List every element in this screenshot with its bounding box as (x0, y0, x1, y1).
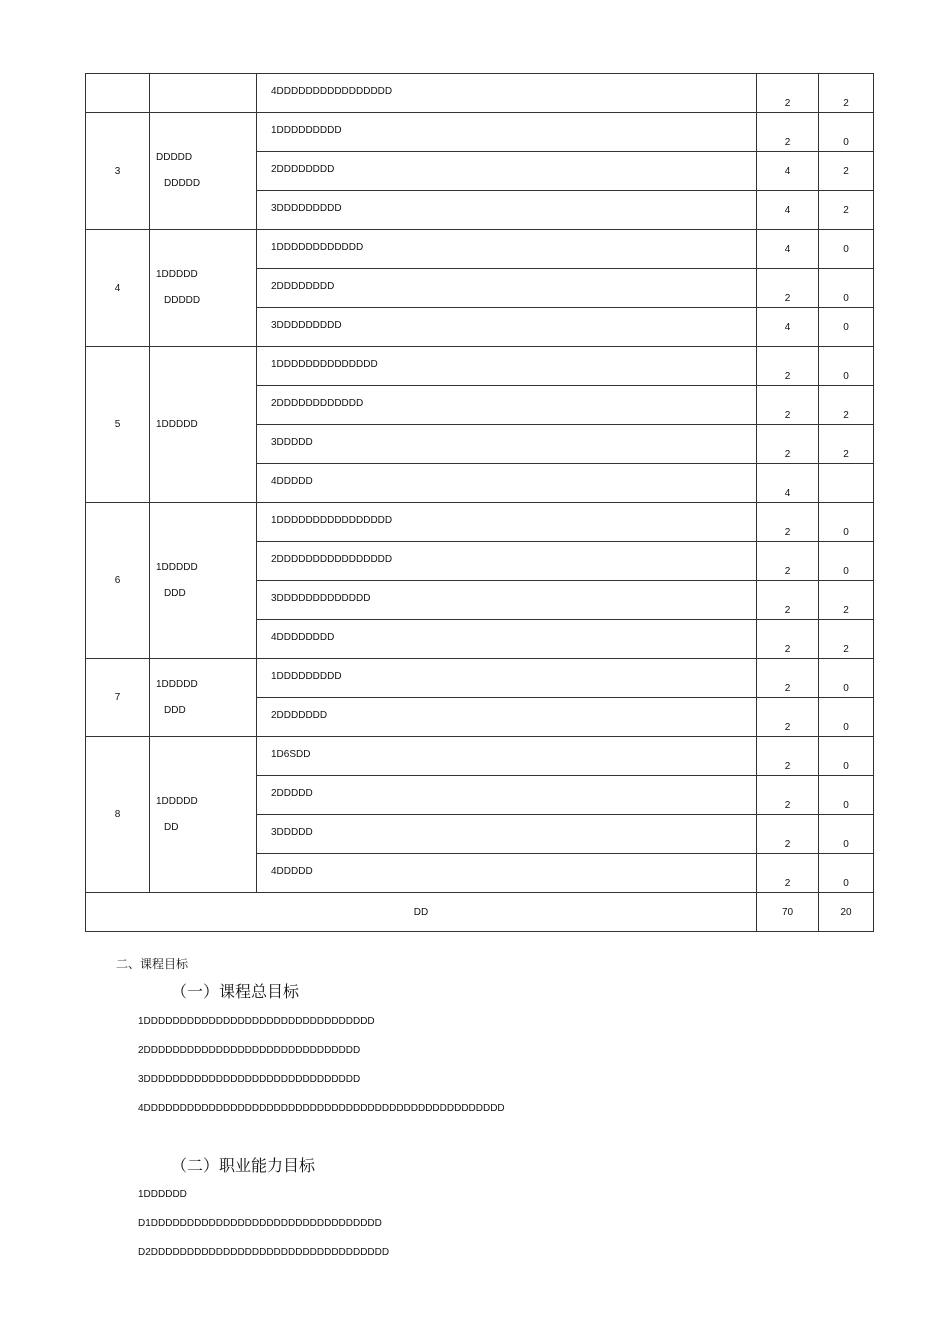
unit-title-line: DDDDD (164, 295, 201, 306)
unit-title-line: DDDDD (156, 152, 193, 163)
hours-cell: 0 (819, 737, 874, 776)
subsection-title-ability: （二）职业能力目标 (171, 1158, 316, 1175)
hours-cell: 2 (757, 503, 819, 542)
hours-cell: 2 (757, 620, 819, 659)
hours-cell: 0 (819, 113, 874, 152)
hours-cell: 0 (819, 269, 874, 308)
hours-cell: 2 (819, 425, 874, 464)
hours-cell: 2 (757, 347, 819, 386)
hours-cell: 2 (757, 581, 819, 620)
hours-cell: 4 (757, 308, 819, 347)
hours-cell: 0 (819, 542, 874, 581)
hours-cell (819, 464, 874, 503)
topic-cell: 2DDDDD (257, 776, 757, 815)
topic-cell: 4DDDDD (257, 854, 757, 893)
total-hours: 20 (819, 893, 874, 932)
topic-cell: 2DDDDDDDDDDDD (257, 386, 757, 425)
topic-cell: 2DDDDDDDDDDDDDDDD (257, 542, 757, 581)
unit-number: 8 (86, 737, 150, 893)
ability-line: D2DDDDDDDDDDDDDDDDDDDDDDDDDDDDDDDDD (138, 1247, 390, 1258)
hours-cell: 2 (757, 815, 819, 854)
unit-title-lines (150, 555, 256, 607)
topic-cell: 1DDDDDDDDD (257, 113, 757, 152)
topic-cell: 1DDDDDDDDDDDDDD (257, 347, 757, 386)
hours-cell: 2 (757, 698, 819, 737)
hours-cell: 2 (819, 74, 874, 113)
unit-title-line: DDDDD (164, 178, 201, 189)
unit-title-line: DDD (164, 704, 186, 716)
unit-title-line: 1DDDDD (156, 561, 198, 573)
unit-number (86, 74, 150, 113)
hours-cell: 2 (819, 152, 874, 191)
topic-cell: 1DDDDDDDDD (257, 659, 757, 698)
hours-cell: 0 (819, 776, 874, 815)
hours-cell: 0 (819, 659, 874, 698)
unit-title-line: 1DDDDD (156, 795, 198, 807)
hours-cell: 2 (819, 191, 874, 230)
hours-cell: 0 (819, 308, 874, 347)
hours-cell: 2 (757, 269, 819, 308)
unit-title (150, 347, 257, 503)
unit-title-lines (150, 789, 256, 841)
unit-title-lines (150, 262, 256, 314)
unit-title-line: 1DDDDD (156, 678, 198, 690)
unit-title-lines (150, 145, 256, 197)
hours-cell: 2 (757, 542, 819, 581)
topic-cell: 1DDDDDDDDDDDDDDDD (257, 503, 757, 542)
unit-number: 6 (86, 503, 150, 659)
syllabus-table (85, 73, 874, 932)
unit-title (150, 74, 257, 113)
topic-cell: 3DDDDDDDDD (257, 308, 757, 347)
table-row (86, 347, 874, 386)
ability-line: 1DDDDDD (138, 1189, 187, 1200)
hours-cell: 4 (757, 152, 819, 191)
unit-title-line: DD (164, 821, 179, 833)
unit-title (150, 503, 257, 659)
table-row (86, 113, 874, 152)
table-body (86, 74, 874, 932)
hours-cell: 2 (757, 386, 819, 425)
hours-cell: 2 (757, 113, 819, 152)
unit-number: 7 (86, 659, 150, 737)
hours-cell: 4 (757, 191, 819, 230)
topic-cell: 4DDDDDDDD (257, 620, 757, 659)
unit-title (150, 113, 257, 230)
hours-cell: 0 (819, 815, 874, 854)
total-label: DD (86, 893, 757, 932)
unit-title-line: 1DDDDD (156, 269, 198, 280)
hours-cell: 2 (819, 386, 874, 425)
hours-cell: 4 (757, 230, 819, 269)
unit-title (150, 659, 257, 737)
topic-cell: 2DDDDDDDD (257, 152, 757, 191)
goal-line: 4DDDDDDDDDDDDDDDDDDDDDDDDDDDDDDDDDDDDDDDDDDDDDDDDDD (138, 1103, 505, 1114)
unit-number: 3 (86, 113, 150, 230)
unit-title (150, 737, 257, 893)
ability-line: D1DDDDDDDDDDDDDDDDDDDDDDDDDDDDDDDD (138, 1218, 382, 1229)
table-row (86, 737, 874, 776)
hours-cell: 0 (819, 503, 874, 542)
topic-cell: 1DDDDDDDDDDDD (257, 230, 757, 269)
hours-cell: 0 (819, 347, 874, 386)
hours-cell: 2 (757, 425, 819, 464)
unit-number: 4 (86, 230, 150, 347)
subsection-title-overall: （一）课程总目标 (171, 984, 300, 1001)
hours-cell: 2 (757, 737, 819, 776)
topic-cell: 4DDDDD (257, 464, 757, 503)
total-hours: 70 (757, 893, 819, 932)
unit-title-line: 1DDDDD (156, 418, 198, 430)
unit-title-lines (150, 672, 256, 724)
unit-title (150, 230, 257, 347)
hours-cell: 2 (757, 854, 819, 893)
hours-cell: 0 (819, 854, 874, 893)
goal-line: 1DDDDDDDDDDDDDDDDDDDDDDDDDDDDDDDD (138, 1016, 375, 1027)
topic-cell: 3DDDDD (257, 815, 757, 854)
hours-cell: 0 (819, 230, 874, 269)
hours-cell: 2 (757, 74, 819, 113)
goal-line: 2DDDDDDDDDDDDDDDDDDDDDDDDDDDDDD (138, 1045, 361, 1056)
unit-title-lines (150, 412, 256, 438)
unit-number: 5 (86, 347, 150, 503)
goal-line: 3DDDDDDDDDDDDDDDDDDDDDDDDDDDDDD (138, 1074, 361, 1085)
table-row (86, 74, 874, 113)
hours-cell: 2 (757, 776, 819, 815)
topic-cell: 2DDDDDDD (257, 698, 757, 737)
hours-cell: 4 (757, 464, 819, 503)
hours-cell: 2 (819, 620, 874, 659)
hours-cell: 0 (819, 698, 874, 737)
table-row (86, 230, 874, 269)
hours-cell: 2 (757, 659, 819, 698)
topic-cell: 2DDDDDDDD (257, 269, 757, 308)
topic-cell: 1D6SDD (257, 737, 757, 776)
hours-cell: 2 (819, 581, 874, 620)
topic-cell: 4DDDDDDDDDDDDDDDD (257, 74, 757, 113)
table-row (86, 503, 874, 542)
table-row (86, 659, 874, 698)
unit-title-line: DDD (164, 587, 186, 599)
topic-cell: 3DDDDDDDDD (257, 191, 757, 230)
topic-cell: 3DDDDDDDDDDDDD (257, 581, 757, 620)
topic-cell: 3DDDDD (257, 425, 757, 464)
total-row (86, 893, 874, 932)
section-heading: 二、课程目标 (116, 957, 189, 971)
